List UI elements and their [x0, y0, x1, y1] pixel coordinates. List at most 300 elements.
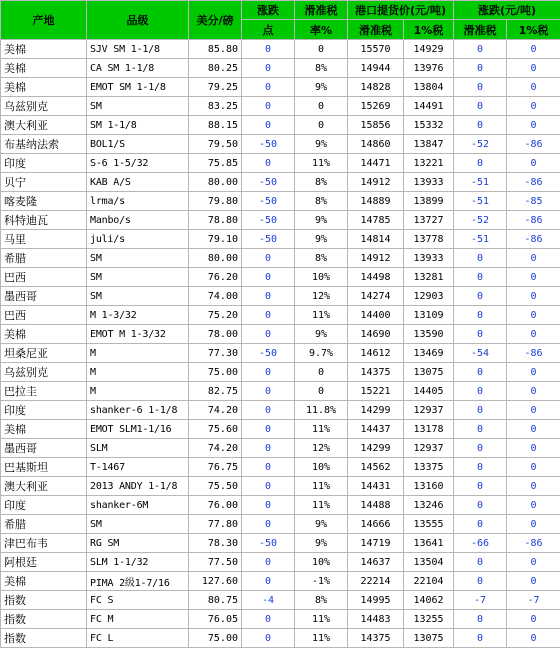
cell-sliding-tax: 9% [295, 230, 348, 249]
cell-grade: CA SM 1-1/8 [87, 59, 189, 78]
cell-change2-sliding: 0 [454, 420, 507, 439]
cell-port-1pct: 13246 [404, 496, 454, 515]
cell-price: 77.80 [189, 515, 242, 534]
cell-price: 75.85 [189, 154, 242, 173]
cell-port-1pct: 13109 [404, 306, 454, 325]
cell-change: 0 [242, 496, 295, 515]
cell-grade: M 1-3/32 [87, 306, 189, 325]
header-sliding-tax-bottom: 率% [295, 20, 348, 40]
cell-change2-sliding: 0 [454, 363, 507, 382]
cell-price: 79.80 [189, 192, 242, 211]
cell-change2-sliding: 0 [454, 97, 507, 116]
cell-grade: SM [87, 249, 189, 268]
cell-change: -50 [242, 192, 295, 211]
cell-change2-1pct: -7 [507, 591, 560, 610]
table-row [1, 116, 560, 135]
cell-change2-1pct: 0 [507, 97, 560, 116]
cell-origin: 马里 [1, 230, 87, 249]
cell-grade: FC L [87, 629, 189, 648]
cell-grade: EMOT SLM1-1/16 [87, 420, 189, 439]
cell-price: 88.15 [189, 116, 242, 135]
cell-grade: FC M [87, 610, 189, 629]
table-row [1, 591, 560, 610]
table-row [1, 211, 560, 230]
cell-port-1pct: 13933 [404, 249, 454, 268]
cell-change: 0 [242, 439, 295, 458]
cell-sliding-tax: 10% [295, 553, 348, 572]
cell-change2-sliding: 0 [454, 572, 507, 591]
cell-change: 0 [242, 78, 295, 97]
cell-origin: 指数 [1, 610, 87, 629]
cell-price: 75.60 [189, 420, 242, 439]
cell-grade: KAB A/S [87, 173, 189, 192]
cell-sliding-tax: 9% [295, 78, 348, 97]
cell-origin: 美棉 [1, 78, 87, 97]
cell-change: -4 [242, 591, 295, 610]
cell-port-1pct: 13075 [404, 363, 454, 382]
cell-port-1pct: 13375 [404, 458, 454, 477]
cell-grade: SLM [87, 439, 189, 458]
cell-origin: 墨西哥 [1, 287, 87, 306]
cell-change2-1pct: 0 [507, 268, 560, 287]
cell-change2-sliding: -7 [454, 591, 507, 610]
table-row [1, 230, 560, 249]
cell-port-sliding: 14666 [348, 515, 404, 534]
cell-sliding-tax: 0 [295, 40, 348, 59]
cell-origin: 巴基斯坦 [1, 458, 87, 477]
cell-price: 74.20 [189, 401, 242, 420]
cell-price: 80.25 [189, 59, 242, 78]
cell-grade: T-1467 [87, 458, 189, 477]
cell-port-1pct: 12937 [404, 439, 454, 458]
cell-change2-sliding: 0 [454, 287, 507, 306]
cell-grade: SM 1-1/8 [87, 116, 189, 135]
cell-origin: 津巴布韦 [1, 534, 87, 553]
cell-port-1pct: 13469 [404, 344, 454, 363]
cell-change2-1pct: -86 [507, 135, 560, 154]
cell-sliding-tax: 11% [295, 477, 348, 496]
cell-port-sliding: 14483 [348, 610, 404, 629]
cell-sliding-tax: 8% [295, 59, 348, 78]
cell-port-1pct: 13727 [404, 211, 454, 230]
cell-price: 75.20 [189, 306, 242, 325]
cell-change: -50 [242, 230, 295, 249]
cell-grade: BOL1/S [87, 135, 189, 154]
cell-origin: 美棉 [1, 59, 87, 78]
cell-port-sliding: 14375 [348, 363, 404, 382]
cell-port-sliding: 14400 [348, 306, 404, 325]
cell-change: 0 [242, 629, 295, 648]
table-row [1, 173, 560, 192]
cell-port-sliding: 14431 [348, 477, 404, 496]
cell-grade: SM [87, 97, 189, 116]
cell-change2-1pct: 0 [507, 496, 560, 515]
cell-change2-sliding: 0 [454, 477, 507, 496]
cell-change2-1pct: 0 [507, 477, 560, 496]
table-row [1, 287, 560, 306]
cell-change2-1pct: 0 [507, 420, 560, 439]
cell-change: 0 [242, 363, 295, 382]
cell-grade: Manbo/s [87, 211, 189, 230]
cell-port-sliding: 14299 [348, 401, 404, 420]
table-row [1, 40, 560, 59]
cell-origin: 印度 [1, 154, 87, 173]
header-port-price: 港口提货价(元/吨) [348, 1, 454, 20]
cell-port-1pct: 13160 [404, 477, 454, 496]
header-change-bottom: 点 [242, 20, 295, 40]
cell-change: 0 [242, 458, 295, 477]
cell-sliding-tax: 11% [295, 420, 348, 439]
cell-change2-1pct: 0 [507, 116, 560, 135]
cell-change2-sliding: 0 [454, 496, 507, 515]
cell-change2-1pct: 0 [507, 610, 560, 629]
cell-change2-1pct: 0 [507, 78, 560, 97]
cell-port-1pct: 15332 [404, 116, 454, 135]
cell-price: 77.50 [189, 553, 242, 572]
cell-price: 80.00 [189, 249, 242, 268]
cell-grade: M [87, 344, 189, 363]
cell-price: 74.20 [189, 439, 242, 458]
cell-price: 76.00 [189, 496, 242, 515]
cell-sliding-tax: 11% [295, 306, 348, 325]
cell-change2-1pct: 0 [507, 325, 560, 344]
cell-price: 80.75 [189, 591, 242, 610]
table-row [1, 458, 560, 477]
cell-sliding-tax: 9.7% [295, 344, 348, 363]
cell-port-1pct: 22104 [404, 572, 454, 591]
cell-origin: 巴西 [1, 268, 87, 287]
cell-grade: 2013 ANDY 1-1/8 [87, 477, 189, 496]
cell-grade: SLM 1-1/32 [87, 553, 189, 572]
header-usd-per-lb: 美分/磅 [189, 1, 242, 40]
cell-change2-1pct: -85 [507, 192, 560, 211]
table-row [1, 553, 560, 572]
table-row [1, 344, 560, 363]
cell-grade: EMOT SM 1-1/8 [87, 78, 189, 97]
table-row [1, 192, 560, 211]
cell-origin: 巴拉圭 [1, 382, 87, 401]
cell-price: 78.80 [189, 211, 242, 230]
cell-change: 0 [242, 59, 295, 78]
cell-grade: shanker-6 1-1/8 [87, 401, 189, 420]
cell-change2-sliding: 0 [454, 553, 507, 572]
cell-port-sliding: 14719 [348, 534, 404, 553]
cell-sliding-tax: 8% [295, 173, 348, 192]
cell-change2-1pct: 0 [507, 363, 560, 382]
cell-origin: 澳大利亚 [1, 477, 87, 496]
cell-change: 0 [242, 515, 295, 534]
table-row [1, 382, 560, 401]
cell-origin: 墨西哥 [1, 439, 87, 458]
header-origin: 产地 [1, 1, 87, 40]
cell-port-sliding: 15269 [348, 97, 404, 116]
cell-sliding-tax: 12% [295, 439, 348, 458]
table-row [1, 268, 560, 287]
cell-change2-1pct: -86 [507, 344, 560, 363]
cell-origin: 指数 [1, 629, 87, 648]
cell-sliding-tax: -1% [295, 572, 348, 591]
cell-sliding-tax: 12% [295, 287, 348, 306]
cell-origin: 指数 [1, 591, 87, 610]
cell-port-sliding: 14690 [348, 325, 404, 344]
header-grade: 品级 [87, 1, 189, 40]
cell-change: 0 [242, 97, 295, 116]
cell-port-1pct: 13590 [404, 325, 454, 344]
cell-sliding-tax: 0 [295, 97, 348, 116]
cell-change2-1pct: 0 [507, 154, 560, 173]
cell-origin: 希腊 [1, 515, 87, 534]
cell-origin: 坦桑尼亚 [1, 344, 87, 363]
cell-origin: 美棉 [1, 325, 87, 344]
cell-change2-1pct: 0 [507, 59, 560, 78]
cell-sliding-tax: 11% [295, 154, 348, 173]
table-row [1, 325, 560, 344]
cell-change: 0 [242, 553, 295, 572]
cell-port-sliding: 14912 [348, 249, 404, 268]
cell-port-sliding: 14785 [348, 211, 404, 230]
header-sliding-tax-top: 滑准税 [295, 1, 348, 20]
cell-price: 79.10 [189, 230, 242, 249]
cell-change2-1pct: 0 [507, 515, 560, 534]
cell-port-sliding: 15221 [348, 382, 404, 401]
table-row [1, 249, 560, 268]
cell-sliding-tax: 8% [295, 591, 348, 610]
cell-port-sliding: 14944 [348, 59, 404, 78]
cell-port-sliding: 14488 [348, 496, 404, 515]
cell-change2-1pct: 0 [507, 629, 560, 648]
cell-port-1pct: 12937 [404, 401, 454, 420]
cell-sliding-tax: 9% [295, 515, 348, 534]
table-row [1, 496, 560, 515]
header-port-sliding: 滑准税 [348, 20, 404, 40]
cell-sliding-tax: 11.8% [295, 401, 348, 420]
cell-change: 0 [242, 420, 295, 439]
cell-sliding-tax: 0 [295, 382, 348, 401]
cell-origin: 贝宁 [1, 173, 87, 192]
cell-change2-1pct: 0 [507, 40, 560, 59]
cell-origin: 布基纳法索 [1, 135, 87, 154]
cell-change: 0 [242, 572, 295, 591]
cell-change2-sliding: 0 [454, 325, 507, 344]
cell-port-sliding: 14889 [348, 192, 404, 211]
cell-change2-sliding: -52 [454, 135, 507, 154]
cell-change: 0 [242, 325, 295, 344]
cell-origin: 印度 [1, 496, 87, 515]
cell-change2-sliding: 0 [454, 458, 507, 477]
table-row [1, 477, 560, 496]
table-row [1, 534, 560, 553]
cell-port-1pct: 13255 [404, 610, 454, 629]
cell-grade: M [87, 382, 189, 401]
cell-grade: FC S [87, 591, 189, 610]
cell-port-sliding: 14498 [348, 268, 404, 287]
cell-change: 0 [242, 610, 295, 629]
cell-port-sliding: 14637 [348, 553, 404, 572]
cell-price: 79.50 [189, 135, 242, 154]
cell-change2-sliding: 0 [454, 154, 507, 173]
cell-change: -50 [242, 173, 295, 192]
cell-origin: 科特迪瓦 [1, 211, 87, 230]
cell-origin: 印度 [1, 401, 87, 420]
cell-port-1pct: 13221 [404, 154, 454, 173]
cell-port-sliding: 14860 [348, 135, 404, 154]
header-change2: 涨跌(元/吨) [454, 1, 560, 20]
cell-sliding-tax: 11% [295, 496, 348, 515]
cell-grade: shanker-6M [87, 496, 189, 515]
cell-port-1pct: 14929 [404, 40, 454, 59]
cell-port-1pct: 13504 [404, 553, 454, 572]
cell-change2-1pct: -86 [507, 173, 560, 192]
cell-price: 75.00 [189, 629, 242, 648]
cell-grade: EMOT M 1-3/32 [87, 325, 189, 344]
table-row [1, 401, 560, 420]
cell-sliding-tax: 0 [295, 116, 348, 135]
header-change-top: 涨跌 [242, 1, 295, 20]
table-row [1, 515, 560, 534]
table-row [1, 59, 560, 78]
cell-price: 75.00 [189, 363, 242, 382]
cell-sliding-tax: 9% [295, 534, 348, 553]
cell-origin: 乌兹别克 [1, 97, 87, 116]
cell-price: 78.00 [189, 325, 242, 344]
table-row [1, 135, 560, 154]
cell-port-sliding: 14612 [348, 344, 404, 363]
cell-port-sliding: 14912 [348, 173, 404, 192]
cell-port-sliding: 14828 [348, 78, 404, 97]
table-row [1, 363, 560, 382]
cell-port-sliding: 14562 [348, 458, 404, 477]
cell-price: 127.60 [189, 572, 242, 591]
cell-change: 0 [242, 40, 295, 59]
cell-origin: 阿根廷 [1, 553, 87, 572]
cell-price: 85.80 [189, 40, 242, 59]
cell-price: 79.25 [189, 78, 242, 97]
cell-port-sliding: 14437 [348, 420, 404, 439]
cell-change2-sliding: 0 [454, 59, 507, 78]
cell-sliding-tax: 9% [295, 325, 348, 344]
header-port-1pct: 1%税 [404, 20, 454, 40]
cell-port-sliding: 14375 [348, 629, 404, 648]
cell-port-1pct: 13933 [404, 173, 454, 192]
cell-change2-1pct: 0 [507, 306, 560, 325]
cell-grade: SM [87, 515, 189, 534]
cell-change: -50 [242, 211, 295, 230]
cell-port-1pct: 12903 [404, 287, 454, 306]
cell-change2-sliding: -66 [454, 534, 507, 553]
table-row [1, 420, 560, 439]
cell-change2-1pct: 0 [507, 553, 560, 572]
cell-port-sliding: 14299 [348, 439, 404, 458]
cell-price: 75.50 [189, 477, 242, 496]
cell-port-1pct: 13899 [404, 192, 454, 211]
cell-sliding-tax: 11% [295, 610, 348, 629]
cell-change2-1pct: 0 [507, 249, 560, 268]
cell-port-1pct: 14491 [404, 97, 454, 116]
table-row [1, 306, 560, 325]
cell-origin: 乌兹别克 [1, 363, 87, 382]
cell-change2-sliding: 0 [454, 306, 507, 325]
cell-sliding-tax: 9% [295, 211, 348, 230]
cell-change: 0 [242, 382, 295, 401]
cell-port-1pct: 13804 [404, 78, 454, 97]
cell-change2-sliding: 0 [454, 78, 507, 97]
cell-port-1pct: 13976 [404, 59, 454, 78]
cell-grade: S-6 1-5/32 [87, 154, 189, 173]
table-row [1, 154, 560, 173]
cell-price: 77.30 [189, 344, 242, 363]
cell-change2-1pct: -86 [507, 534, 560, 553]
cell-sliding-tax: 10% [295, 268, 348, 287]
cell-sliding-tax: 8% [295, 249, 348, 268]
cell-price: 78.30 [189, 534, 242, 553]
table-row [1, 97, 560, 116]
cell-port-1pct: 13281 [404, 268, 454, 287]
cell-origin: 希腊 [1, 249, 87, 268]
cell-price: 83.25 [189, 97, 242, 116]
cell-origin: 喀麦隆 [1, 192, 87, 211]
cell-change: 0 [242, 306, 295, 325]
table-row [1, 610, 560, 629]
cell-change: 0 [242, 249, 295, 268]
header-change2-sliding: 滑准税 [454, 20, 507, 40]
cell-port-sliding: 15570 [348, 40, 404, 59]
cell-change2-1pct: 0 [507, 572, 560, 591]
cell-price: 80.00 [189, 173, 242, 192]
cell-grade: SM [87, 268, 189, 287]
cell-sliding-tax: 11% [295, 629, 348, 648]
cell-change2-sliding: 0 [454, 116, 507, 135]
cell-change2-1pct: 0 [507, 439, 560, 458]
cell-grade: RG SM [87, 534, 189, 553]
cell-port-1pct: 13075 [404, 629, 454, 648]
cell-change: 0 [242, 477, 295, 496]
cell-price: 82.75 [189, 382, 242, 401]
cell-grade: lrma/s [87, 192, 189, 211]
cell-port-sliding: 15856 [348, 116, 404, 135]
cell-change: -50 [242, 344, 295, 363]
cell-change: 0 [242, 154, 295, 173]
cell-port-1pct: 13847 [404, 135, 454, 154]
cell-change2-sliding: 0 [454, 249, 507, 268]
cell-change2-sliding: 0 [454, 382, 507, 401]
cell-change: -50 [242, 534, 295, 553]
header-row-top [1, 1, 560, 20]
cell-sliding-tax: 10% [295, 458, 348, 477]
cell-change: 0 [242, 268, 295, 287]
cell-sliding-tax: 0 [295, 363, 348, 382]
cell-sliding-tax: 9% [295, 135, 348, 154]
cell-grade: juli/s [87, 230, 189, 249]
cell-port-1pct: 14062 [404, 591, 454, 610]
cell-grade: PIMA 2级1-7/16 [87, 572, 189, 591]
cell-port-1pct: 14405 [404, 382, 454, 401]
cell-change2-1pct: 0 [507, 287, 560, 306]
table-row [1, 572, 560, 591]
cell-change2-sliding: 0 [454, 610, 507, 629]
header-change2-1pct: 1%税 [507, 20, 560, 40]
cell-origin: 美棉 [1, 572, 87, 591]
cell-change: 0 [242, 287, 295, 306]
cell-change: 0 [242, 116, 295, 135]
cell-change2-1pct: -86 [507, 230, 560, 249]
cell-port-sliding: 14274 [348, 287, 404, 306]
cell-change2-1pct: 0 [507, 382, 560, 401]
cell-change2-sliding: -51 [454, 192, 507, 211]
cell-grade: SM [87, 287, 189, 306]
cell-change2-sliding: -51 [454, 173, 507, 192]
cell-port-sliding: 14995 [348, 591, 404, 610]
cell-port-1pct: 13178 [404, 420, 454, 439]
